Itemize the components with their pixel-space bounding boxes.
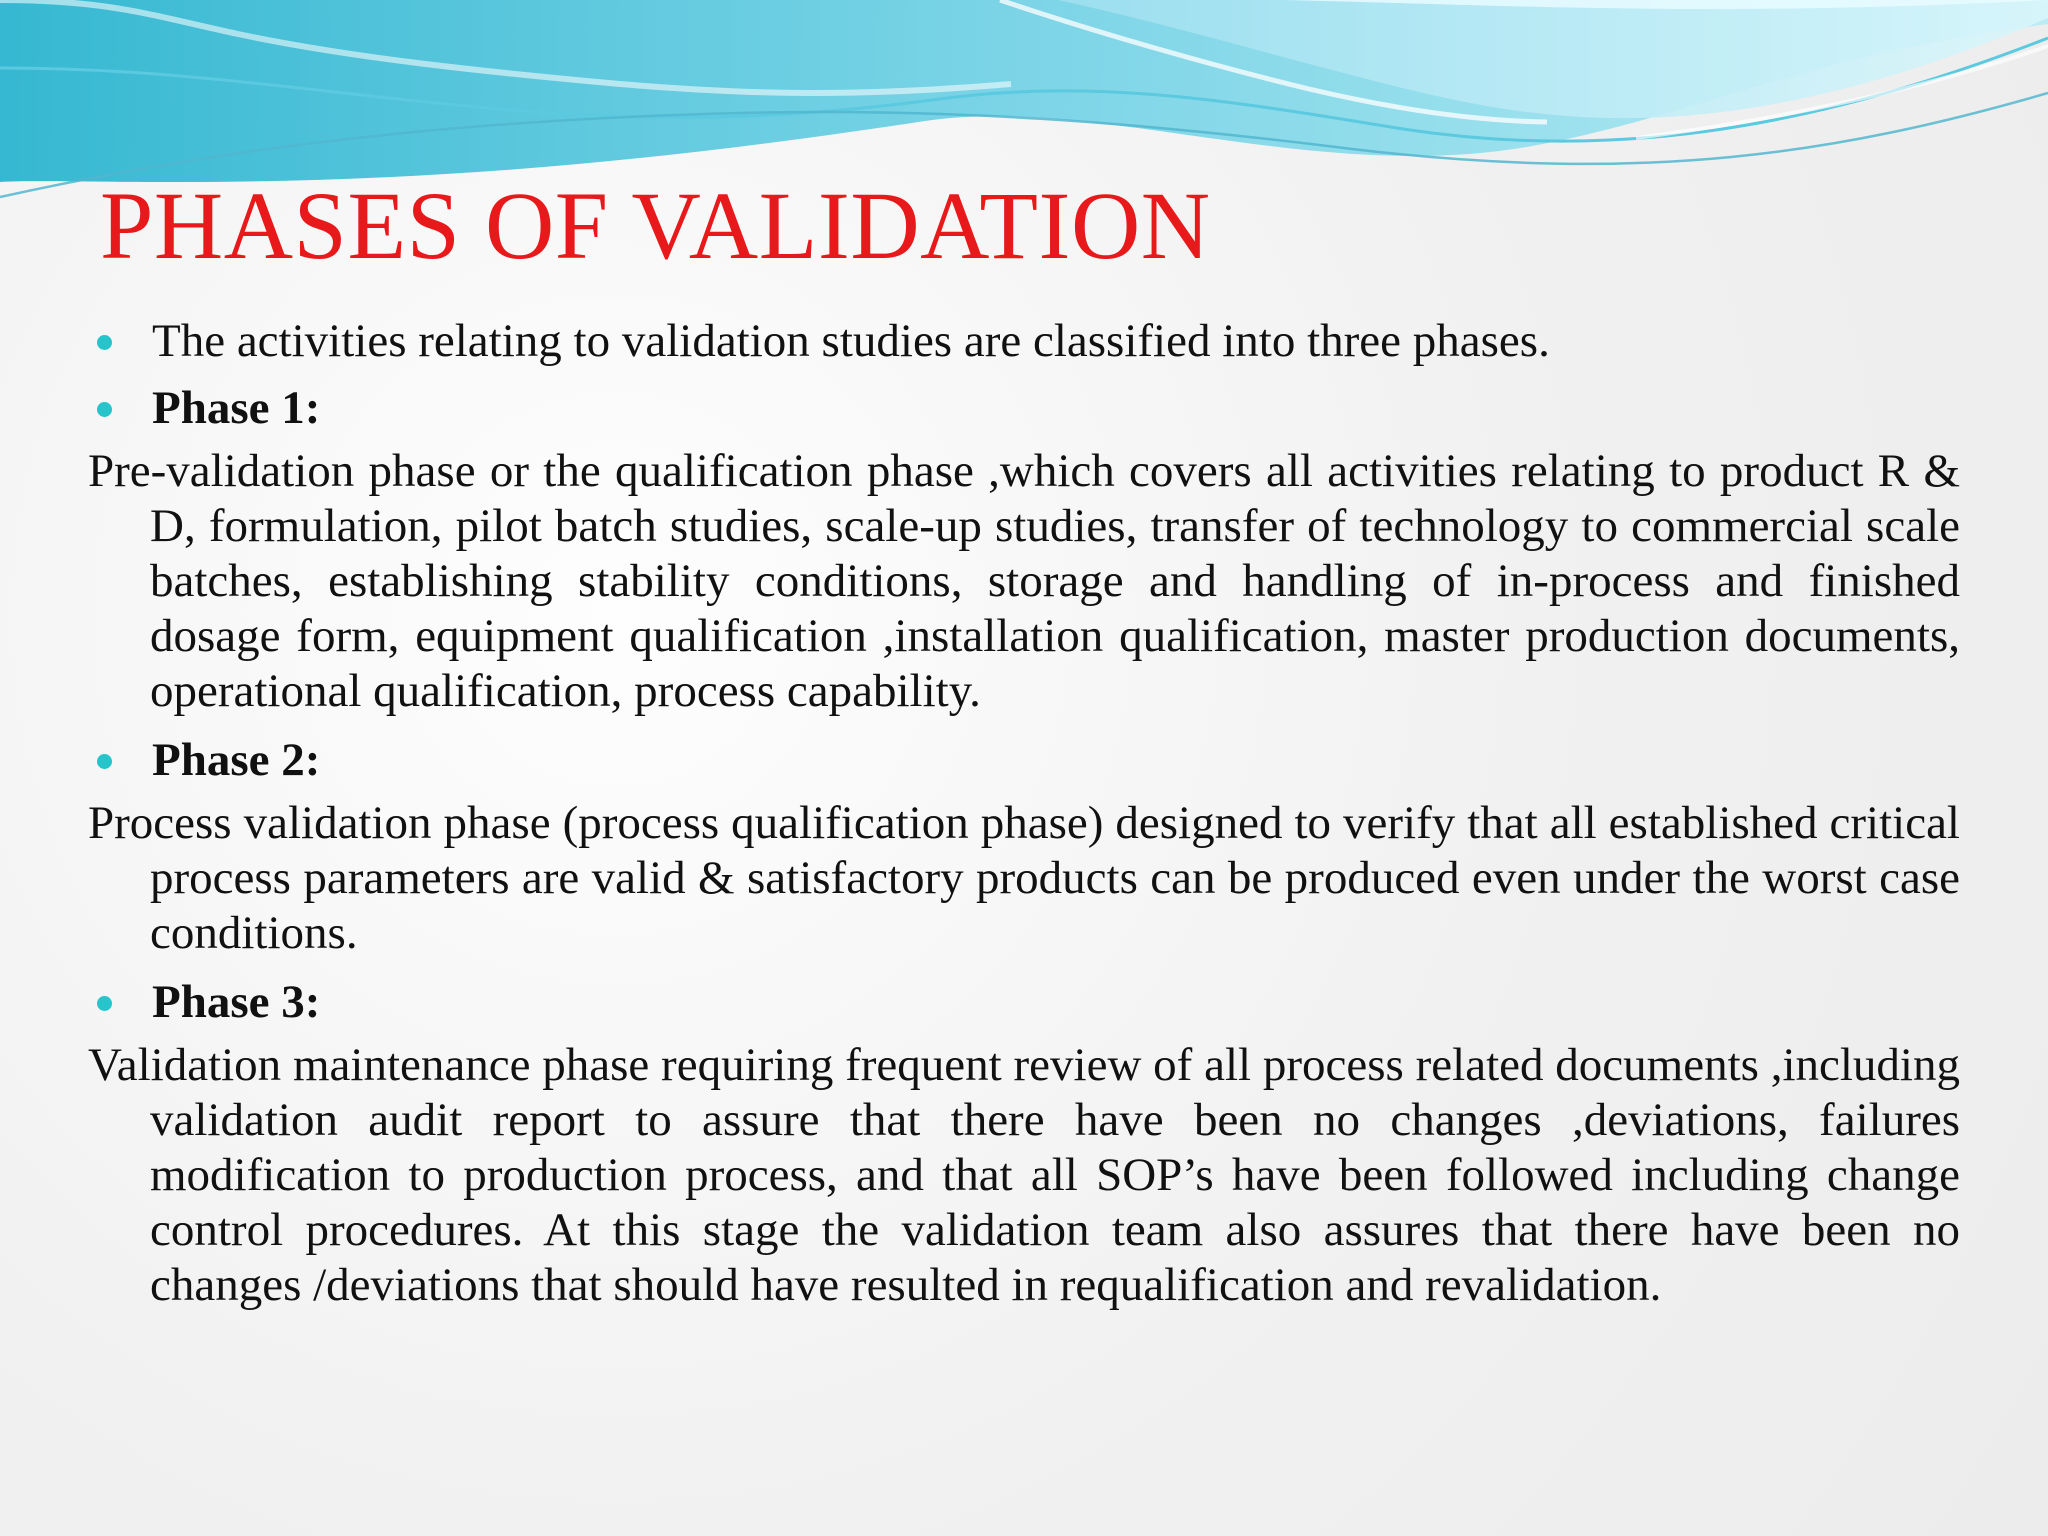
bullet-icon [97, 996, 112, 1011]
phase-3-description: Validation maintenance phase requiring frequent review of all process related documents ,including validation audit report to assure that there have been no changes ,deviations, failures modification to production process, and that all SOP’s have been followed including change control procedures. At this stage the validation team also assures that there have been no changes /deviations that should have resulted in requalification and revalidation. [88, 1039, 1960, 1311]
bullet-icon [97, 754, 112, 769]
phase-1-description: Pre-validation phase or the qualification phase ,which covers all activities relating to product R & D, formulation, pilot batch studies, scale-up studies, transfer of technology to commercial scale batches, establishing stability conditions, storage and handling of in-process and finished dosage form, equipment qualification ,installation qualification, master production documents, operational qualification, process capability. [88, 445, 1960, 717]
phase-3-heading-text: Phase 3: [152, 976, 321, 1028]
phase-1-heading [88, 381, 1960, 436]
bullet-intro [88, 314, 1960, 369]
phase-1-heading-text: Phase 1: [152, 382, 321, 434]
page-title: PHASES OF VALIDATION [100, 172, 1211, 279]
phase-2-heading-text: Phase 2: [152, 734, 321, 786]
phase-2-description: Process validation phase (process qualification phase) designed to verify that all established critical process parameters are valid & satisfactory products can be produced even under the worst case conditions. [88, 797, 1960, 959]
intro-text: The activities relating to validation studies are classified into three phases. [152, 315, 1550, 367]
phase-2-heading [88, 733, 1960, 788]
slide-body [88, 314, 1960, 1325]
bullet-icon [97, 402, 112, 417]
bullet-icon [97, 335, 112, 350]
phase-3-heading [88, 975, 1960, 1030]
